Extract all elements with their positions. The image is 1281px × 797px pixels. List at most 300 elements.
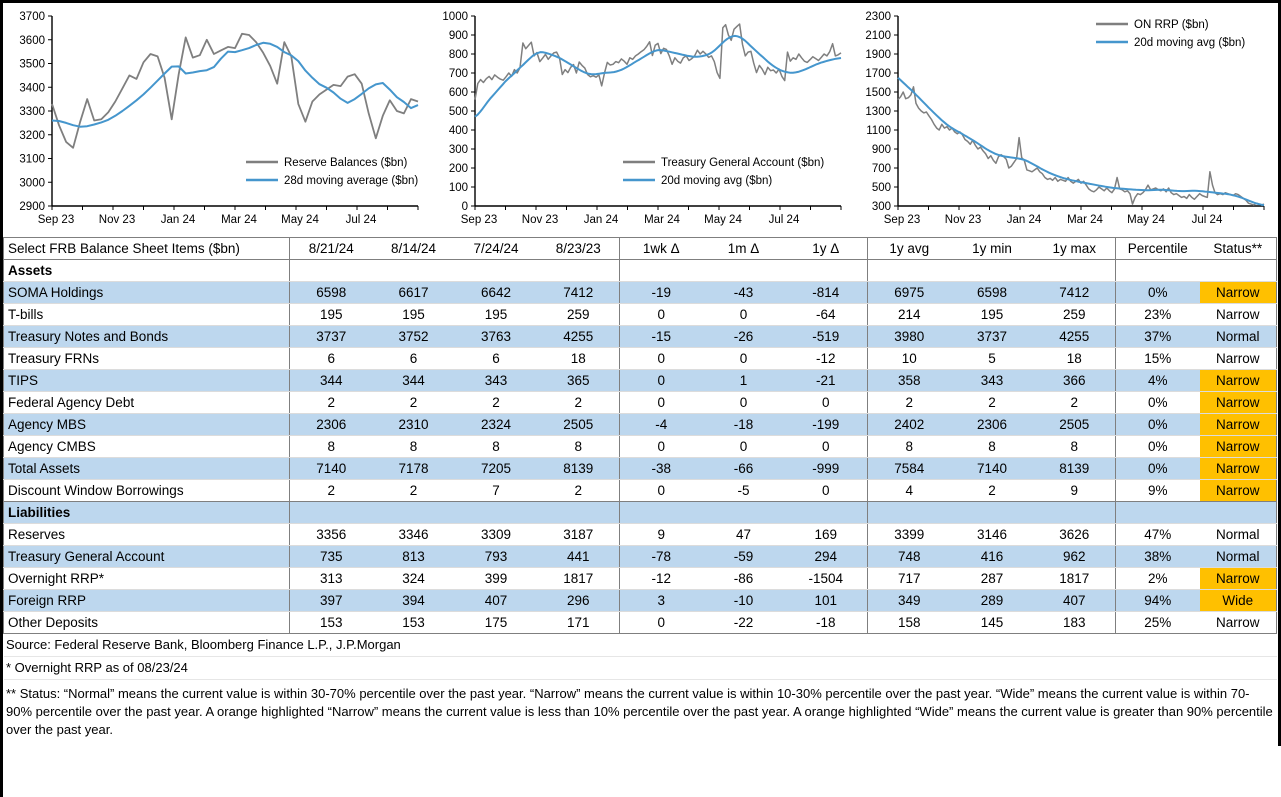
svg-text:Mar 24: Mar 24 [221, 214, 257, 226]
value-cell: 6598 [290, 282, 373, 304]
value-cell: 3752 [373, 326, 455, 348]
footnotes [4, 634, 1277, 744]
value-cell: -199 [785, 414, 868, 436]
column-header: 7/24/24 [455, 238, 538, 260]
value-cell: 7140 [951, 458, 1034, 480]
value-cell: 1817 [1034, 568, 1116, 590]
svg-text:700: 700 [448, 68, 468, 80]
svg-text:2100: 2100 [865, 30, 891, 42]
value-cell [1034, 260, 1116, 282]
value-cell: 2 [951, 392, 1034, 414]
value-cell [785, 502, 868, 524]
status-cell: Narrow [1200, 282, 1277, 304]
value-cell: 3356 [290, 524, 373, 546]
value-cell: 4% [1116, 370, 1200, 392]
value-cell: -18 [703, 414, 785, 436]
svg-text:200: 200 [448, 163, 468, 175]
svg-text:Sep 23: Sep 23 [883, 214, 921, 226]
value-cell: 4255 [538, 326, 620, 348]
value-cell: 158 [897, 615, 921, 630]
value-cell: 0 [785, 392, 868, 414]
svg-text:300: 300 [871, 201, 891, 213]
value-cell: 7205 [455, 458, 538, 480]
svg-text:ON RRP ($bn): ON RRP ($bn) [1134, 19, 1209, 31]
value-cell: 441 [538, 546, 620, 568]
status-cell: Narrow [1200, 436, 1277, 458]
value-cell: 0 [703, 436, 785, 458]
value-cell: 287 [951, 568, 1034, 590]
status-cell: Narrow [1200, 414, 1277, 436]
column-header: 1wk Δ [620, 238, 703, 260]
status-cell: Narrow [1215, 615, 1260, 630]
value-cell: 259 [1034, 304, 1116, 326]
value-cell: 6975 [868, 282, 951, 304]
value-cell: 1817 [538, 568, 620, 590]
value-cell: 0% [1116, 458, 1200, 480]
value-cell: 2 [538, 392, 620, 414]
value-cell: 18 [1034, 348, 1116, 370]
status-cell: Normal [1200, 546, 1277, 568]
value-cell: 365 [538, 370, 620, 392]
value-cell: 3346 [373, 524, 455, 546]
value-cell: 813 [373, 546, 455, 568]
value-cell: -59 [703, 546, 785, 568]
status-cell: Narrow [1200, 458, 1277, 480]
value-cell: 296 [538, 590, 620, 612]
value-cell: 3399 [868, 524, 951, 546]
value-cell [703, 260, 785, 282]
svg-text:700: 700 [871, 163, 891, 175]
value-cell: 0 [620, 392, 703, 414]
value-cell: 3146 [951, 524, 1034, 546]
value-cell: 6 [455, 348, 538, 370]
table-row [4, 348, 1277, 370]
value-cell: 2306 [951, 414, 1034, 436]
svg-text:3400: 3400 [19, 82, 45, 95]
row-label: Treasury FRNs [4, 348, 290, 370]
value-cell: 343 [951, 370, 1034, 392]
row-label: Agency MBS [4, 414, 290, 436]
value-cell: 416 [951, 546, 1034, 568]
row-label: Federal Agency Debt [4, 392, 290, 414]
value-cell: 2 [951, 480, 1034, 502]
value-cell: 0 [620, 436, 703, 458]
table-row [4, 590, 1277, 612]
svg-text:Reserve Balances ($bn): Reserve Balances ($bn) [284, 157, 408, 169]
table-title: Select FRB Balance Sheet Items ($bn) [4, 238, 290, 260]
value-cell: 717 [868, 568, 951, 590]
value-cell: 0 [703, 392, 785, 414]
svg-text:3700: 3700 [19, 11, 45, 23]
overnight-rrp-note: * Overnight RRP as of 08/23/24 [4, 657, 1277, 680]
value-cell: 25% [1144, 615, 1172, 630]
value-cell: 0 [785, 480, 868, 502]
value-cell: 101 [785, 590, 868, 612]
row-label: Foreign RRP [4, 590, 290, 612]
status-definition-note: ** Status: “Normal” means the current value is within 30-70% percentile over the past year. “Narrow” means the current value is within 10-30% percentile over the past year. “Wide” means the current value is within 70-90% percentile over the past year. A orange highlighted “Narrow” means the current value is less than 10% percentile over the past year. A orange highlighted “Wide” means the current value is greater than 90% percentile over the past year. [6, 686, 1273, 738]
svg-text:Sep 23: Sep 23 [460, 214, 498, 226]
value-cell: 735 [290, 546, 373, 568]
column-header: 8/23/23 [538, 238, 620, 260]
svg-text:Jul 24: Jul 24 [345, 214, 377, 226]
column-header: 1y min [951, 238, 1034, 260]
value-cell: 793 [455, 546, 538, 568]
value-cell: -18 [785, 612, 868, 634]
value-cell: 349 [868, 590, 951, 612]
value-cell [290, 260, 373, 282]
svg-text:May 24: May 24 [704, 214, 742, 226]
value-cell: 6 [373, 348, 455, 370]
value-cell: 2402 [868, 414, 951, 436]
value-cell: -26 [703, 326, 785, 348]
svg-text:20d moving avg ($bn): 20d moving avg ($bn) [661, 175, 773, 187]
table-row [4, 414, 1277, 436]
svg-text:2300: 2300 [865, 11, 891, 23]
svg-text:3200: 3200 [19, 129, 45, 142]
value-cell: -86 [703, 568, 785, 590]
balance-sheet-table [3, 237, 1277, 634]
row-label: Assets [4, 260, 290, 282]
svg-text:2900: 2900 [19, 201, 45, 213]
value-cell: 2306 [290, 414, 373, 436]
value-cell: 0 [703, 348, 785, 370]
value-cell: -1504 [785, 568, 868, 590]
column-header: 1y Δ [785, 238, 868, 260]
row-label: SOMA Holdings [4, 282, 290, 304]
balance-sheet-table-wrap [3, 237, 1278, 634]
chart-treasury-general-account [431, 6, 848, 233]
table-row [4, 392, 1277, 414]
value-cell: 2 [1034, 392, 1116, 414]
svg-text:500: 500 [871, 182, 891, 194]
value-cell: 3626 [1034, 524, 1116, 546]
value-cell [703, 502, 785, 524]
table-row [4, 568, 1277, 590]
value-cell: 9 [1034, 480, 1116, 502]
value-cell: 38% [1116, 546, 1200, 568]
value-cell: 3737 [951, 326, 1034, 348]
value-cell: 169 [785, 524, 868, 546]
value-cell [290, 502, 373, 524]
value-cell: -10 [703, 590, 785, 612]
svg-text:3100: 3100 [19, 153, 45, 166]
value-cell: 7412 [538, 282, 620, 304]
row-label: Other Deposits [4, 612, 290, 634]
svg-text:900: 900 [448, 30, 468, 42]
value-cell: 8139 [538, 458, 620, 480]
value-cell: 8 [951, 436, 1034, 458]
section-row [4, 260, 1277, 282]
value-cell: 183 [1034, 612, 1116, 634]
value-cell: 8 [1034, 436, 1116, 458]
value-cell: 397 [290, 590, 373, 612]
svg-text:400: 400 [448, 125, 468, 137]
value-cell: 344 [290, 370, 373, 392]
chart-treasury-general-account-svg [431, 6, 848, 233]
value-cell: 9% [1116, 480, 1200, 502]
value-cell: 0 [620, 370, 703, 392]
value-cell [1116, 260, 1200, 282]
chart-on-rrp [854, 6, 1271, 233]
value-cell: 195 [455, 304, 538, 326]
value-cell: 37% [1116, 326, 1200, 348]
value-cell [1034, 502, 1116, 524]
value-cell: 0 [620, 348, 703, 370]
value-cell: -21 [785, 370, 868, 392]
value-cell: 195 [373, 304, 455, 326]
value-cell: 2 [290, 480, 373, 502]
value-cell: -78 [620, 546, 703, 568]
value-cell: 47 [703, 524, 785, 546]
value-cell: 195 [951, 304, 1034, 326]
svg-text:500: 500 [448, 106, 468, 118]
table-row [4, 436, 1277, 458]
value-cell: -12 [785, 348, 868, 370]
svg-text:Nov 23: Nov 23 [521, 214, 559, 226]
value-cell: 6642 [455, 282, 538, 304]
svg-text:20d moving avg ($bn): 20d moving avg ($bn) [1134, 37, 1246, 49]
svg-text:1000: 1000 [442, 11, 468, 23]
row-label: Overnight RRP* [4, 568, 290, 590]
value-cell: 0 [620, 304, 703, 326]
value-cell: 2 [868, 392, 951, 414]
value-cell: 2 [455, 392, 538, 414]
table-header-row [4, 238, 1277, 260]
value-cell: 8 [538, 436, 620, 458]
value-cell: -38 [620, 458, 703, 480]
value-cell [951, 502, 1034, 524]
value-cell: 8 [868, 436, 951, 458]
svg-text:100: 100 [448, 182, 468, 194]
value-cell: 2 [290, 392, 373, 414]
table-row [4, 612, 1277, 634]
value-cell: -19 [620, 282, 703, 304]
value-cell: -66 [703, 458, 785, 480]
svg-text:1700: 1700 [865, 68, 891, 80]
value-cell: 7178 [373, 458, 455, 480]
chart-reserve-balances [8, 6, 425, 233]
value-cell: 3309 [455, 524, 538, 546]
svg-text:Mar 24: Mar 24 [1067, 214, 1103, 226]
row-label: Reserves [4, 524, 290, 546]
value-cell: 7140 [290, 458, 373, 480]
value-cell: 8 [455, 436, 538, 458]
value-cell: 8 [373, 436, 455, 458]
row-label: Treasury General Account [4, 546, 290, 568]
value-cell: 4255 [1034, 326, 1116, 348]
value-cell: 145 [980, 615, 1004, 630]
value-cell: 6598 [951, 282, 1034, 304]
value-cell: 259 [538, 304, 620, 326]
value-cell: 366 [1034, 370, 1116, 392]
value-cell: 962 [1034, 546, 1116, 568]
value-cell: 5 [951, 348, 1034, 370]
value-cell: -814 [785, 282, 868, 304]
value-cell: 3763 [455, 326, 538, 348]
value-cell: 2505 [538, 414, 620, 436]
value-cell [868, 260, 951, 282]
svg-text:Jul 24: Jul 24 [768, 214, 800, 226]
value-cell: 47% [1116, 524, 1200, 546]
value-cell: 344 [373, 370, 455, 392]
value-cell: 0 [703, 304, 785, 326]
value-cell: 407 [455, 590, 538, 612]
status-cell: Narrow [1200, 370, 1277, 392]
row-label: Discount Window Borrowings [4, 480, 290, 502]
row-label: Agency CMBS [4, 436, 290, 458]
value-cell: 2505 [1034, 414, 1116, 436]
svg-text:300: 300 [448, 144, 468, 156]
value-cell: 324 [373, 568, 455, 590]
svg-text:May 24: May 24 [1127, 214, 1165, 226]
value-cell: 153 [319, 615, 343, 630]
value-cell: 7584 [868, 458, 951, 480]
value-cell: 3980 [868, 326, 951, 348]
value-cell [951, 260, 1034, 282]
svg-text:Mar 24: Mar 24 [644, 214, 680, 226]
svg-text:800: 800 [448, 49, 468, 61]
value-cell: 3 [620, 590, 703, 612]
svg-text:28d moving average ($bn): 28d moving average ($bn) [284, 175, 419, 187]
row-label: Liabilities [4, 502, 290, 524]
table-row [4, 370, 1277, 392]
svg-text:Jul 24: Jul 24 [1191, 214, 1223, 226]
svg-text:3500: 3500 [19, 58, 45, 71]
value-cell: 2 [538, 480, 620, 502]
value-cell: 8139 [1034, 458, 1116, 480]
charts-row [0, 0, 1281, 235]
value-cell: 0% [1116, 414, 1200, 436]
column-header: 8/21/24 [290, 238, 373, 260]
value-cell: 7 [455, 480, 538, 502]
svg-text:Jan 24: Jan 24 [160, 214, 196, 226]
value-cell: 4 [868, 480, 951, 502]
value-cell: 0 [657, 615, 665, 630]
value-cell [538, 502, 620, 524]
table-row [4, 480, 1277, 502]
value-cell: 18 [538, 348, 620, 370]
svg-text:Nov 23: Nov 23 [944, 214, 982, 226]
status-cell: Narrow [1200, 480, 1277, 502]
svg-text:1100: 1100 [866, 125, 891, 137]
table-row [4, 326, 1277, 348]
value-cell: -519 [785, 326, 868, 348]
table-row [4, 304, 1277, 326]
source-note: Source: Federal Reserve Bank, Bloomberg Finance L.P., J.P.Morgan [4, 634, 1277, 657]
svg-text:Jan 24: Jan 24 [1006, 214, 1042, 226]
status-cell: Normal [1200, 524, 1277, 546]
value-cell: 214 [868, 304, 951, 326]
value-cell: 153 [402, 615, 425, 630]
value-cell: 10 [868, 348, 951, 370]
svg-text:900: 900 [871, 144, 891, 156]
table-row [4, 524, 1277, 546]
column-header: Status** [1200, 238, 1277, 260]
svg-text:3300: 3300 [19, 106, 45, 118]
value-cell: 3187 [538, 524, 620, 546]
value-cell: 313 [290, 568, 373, 590]
value-cell [455, 502, 538, 524]
value-cell: 399 [455, 568, 538, 590]
svg-text:3000: 3000 [19, 177, 45, 190]
column-header: 1m Δ [703, 238, 785, 260]
value-cell: 6617 [373, 282, 455, 304]
value-cell: 343 [455, 370, 538, 392]
value-cell: -15 [620, 326, 703, 348]
value-cell: 0% [1116, 392, 1200, 414]
value-cell: 294 [785, 546, 868, 568]
value-cell [620, 260, 703, 282]
value-cell [455, 260, 538, 282]
value-cell: 1 [703, 370, 785, 392]
value-cell: 358 [868, 370, 951, 392]
status-cell: Narrow [1200, 348, 1277, 370]
column-header: 1y max [1034, 238, 1116, 260]
value-cell: 0% [1116, 282, 1200, 304]
value-cell: 15% [1116, 348, 1200, 370]
value-cell: 3737 [290, 326, 373, 348]
svg-text:Nov 23: Nov 23 [98, 214, 136, 226]
value-cell: 8 [290, 436, 373, 458]
value-cell [620, 502, 703, 524]
svg-text:Jan 24: Jan 24 [583, 214, 619, 226]
page-frame-top [0, 0, 1281, 3]
value-cell: -5 [703, 480, 785, 502]
svg-text:1500: 1500 [865, 87, 891, 99]
value-cell: 2310 [373, 414, 455, 436]
value-cell [538, 260, 620, 282]
value-cell: -999 [785, 458, 868, 480]
table-row [4, 546, 1277, 568]
value-cell: -4 [620, 414, 703, 436]
svg-text:Treasury General Account ($bn): Treasury General Account ($bn) [661, 157, 825, 169]
column-header: 8/14/24 [373, 238, 455, 260]
chart-on-rrp-svg [854, 6, 1271, 233]
status-cell [1200, 260, 1277, 282]
value-cell: 23% [1116, 304, 1200, 326]
value-cell: 0 [785, 436, 868, 458]
column-header: Percentile [1116, 238, 1200, 260]
status-cell: Narrow [1200, 304, 1277, 326]
value-cell: 171 [538, 612, 620, 634]
value-cell [373, 502, 455, 524]
table-row [4, 458, 1277, 480]
value-cell: -43 [703, 282, 785, 304]
value-cell: 748 [868, 546, 951, 568]
value-cell [868, 502, 951, 524]
svg-text:0: 0 [461, 201, 468, 213]
chart-reserve-balances-svg [8, 6, 425, 233]
status-cell: Narrow [1200, 392, 1277, 414]
value-cell: 195 [290, 304, 373, 326]
value-cell [373, 260, 455, 282]
table-row [4, 282, 1277, 304]
row-label: Treasury Notes and Bonds [4, 326, 290, 348]
value-cell: 2 [373, 392, 455, 414]
svg-text:600: 600 [448, 87, 468, 99]
svg-text:1300: 1300 [865, 106, 891, 118]
status-cell: Narrow [1200, 568, 1277, 590]
value-cell: 394 [373, 590, 455, 612]
value-cell [785, 260, 868, 282]
value-cell: 7412 [1034, 282, 1116, 304]
value-cell: 407 [1034, 590, 1116, 612]
value-cell: 0 [620, 480, 703, 502]
value-cell: 175 [484, 615, 508, 630]
status-cell: Normal [1200, 326, 1277, 348]
status-cell: Wide [1200, 590, 1277, 612]
value-cell: 0% [1116, 436, 1200, 458]
